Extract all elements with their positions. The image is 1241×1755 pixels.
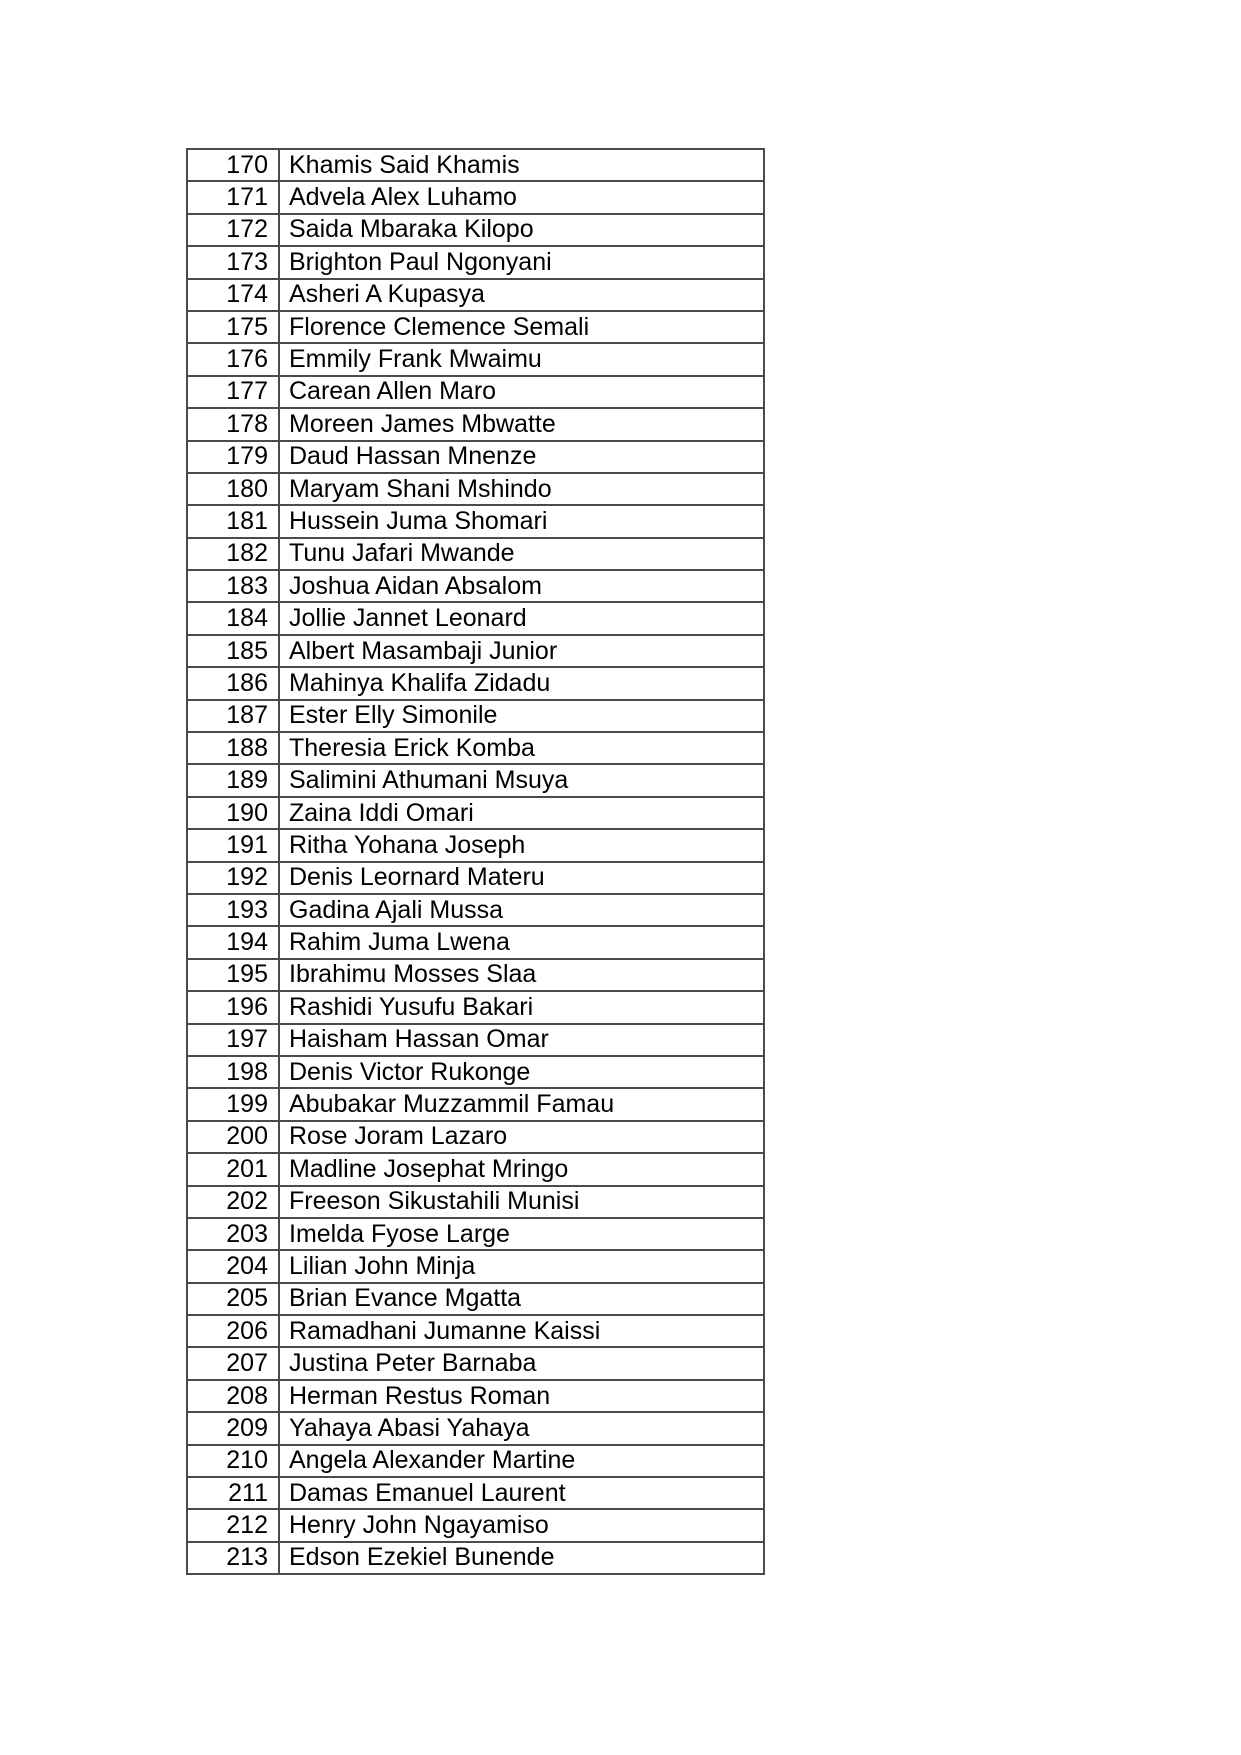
- row-number-cell: 197: [187, 1024, 279, 1056]
- row-number-cell: 204: [187, 1250, 279, 1282]
- row-number-cell: 177: [187, 376, 279, 408]
- row-number-cell: 202: [187, 1186, 279, 1218]
- table-row: [187, 700, 764, 732]
- row-number-cell: 180: [187, 473, 279, 505]
- person-name-cell: Khamis Said Khamis: [279, 149, 764, 181]
- person-name-cell: Florence Clemence Semali: [279, 311, 764, 343]
- row-number-cell: 206: [187, 1315, 279, 1347]
- table-row: [187, 311, 764, 343]
- row-number-cell: 171: [187, 181, 279, 213]
- person-name-cell: Yahaya Abasi Yahaya: [279, 1412, 764, 1444]
- person-name-cell: Ester Elly Simonile: [279, 700, 764, 732]
- row-number-cell: 189: [187, 764, 279, 796]
- table-row: [187, 635, 764, 667]
- table-row: [187, 1218, 764, 1250]
- person-name-cell: Rose Joram Lazaro: [279, 1121, 764, 1153]
- row-number-cell: 188: [187, 732, 279, 764]
- table-row: [187, 862, 764, 894]
- roster-table: [186, 148, 765, 1575]
- person-name-cell: Jollie Jannet Leonard: [279, 602, 764, 634]
- table-row: [187, 1445, 764, 1477]
- person-name-cell: Emmily Frank Mwaimu: [279, 343, 764, 375]
- table-row: [187, 732, 764, 764]
- table-row: [187, 1542, 764, 1574]
- row-number-cell: 190: [187, 797, 279, 829]
- person-name-cell: Hussein Juma Shomari: [279, 505, 764, 537]
- row-number-cell: 210: [187, 1445, 279, 1477]
- table-row: [187, 1347, 764, 1379]
- row-number-cell: 182: [187, 538, 279, 570]
- person-name-cell: Carean Allen Maro: [279, 376, 764, 408]
- table-row: [187, 376, 764, 408]
- row-number-cell: 207: [187, 1347, 279, 1379]
- person-name-cell: Brian Evance Mgatta: [279, 1283, 764, 1315]
- person-name-cell: Mahinya Khalifa Zidadu: [279, 667, 764, 699]
- table-row: [187, 1056, 764, 1088]
- table-row: [187, 181, 764, 213]
- person-name-cell: Ritha Yohana Joseph: [279, 829, 764, 861]
- table-row: [187, 538, 764, 570]
- person-name-cell: Ramadhani Jumanne Kaissi: [279, 1315, 764, 1347]
- table-row: [187, 473, 764, 505]
- row-number-cell: 172: [187, 214, 279, 246]
- person-name-cell: Asheri A Kupasya: [279, 279, 764, 311]
- row-number-cell: 184: [187, 602, 279, 634]
- table-row: [187, 1153, 764, 1185]
- person-name-cell: Brighton Paul Ngonyani: [279, 246, 764, 278]
- person-name-cell: Tunu Jafari Mwande: [279, 538, 764, 570]
- table-row: [187, 797, 764, 829]
- person-name-cell: Advela Alex Luhamo: [279, 181, 764, 213]
- person-name-cell: Abubakar Muzzammil Famau: [279, 1088, 764, 1120]
- person-name-cell: Henry John Ngayamiso: [279, 1509, 764, 1541]
- table-row: [187, 1283, 764, 1315]
- row-number-cell: 195: [187, 959, 279, 991]
- person-name-cell: Imelda Fyose Large: [279, 1218, 764, 1250]
- person-name-cell: Herman Restus Roman: [279, 1380, 764, 1412]
- row-number-cell: 175: [187, 311, 279, 343]
- person-name-cell: Moreen James Mbwatte: [279, 408, 764, 440]
- table-row: [187, 764, 764, 796]
- person-name-cell: Damas Emanuel Laurent: [279, 1477, 764, 1509]
- table-row: [187, 602, 764, 634]
- row-number-cell: 192: [187, 862, 279, 894]
- person-name-cell: Daud Hassan Mnenze: [279, 441, 764, 473]
- row-number-cell: 205: [187, 1283, 279, 1315]
- row-number-cell: 201: [187, 1153, 279, 1185]
- person-name-cell: Theresia Erick Komba: [279, 732, 764, 764]
- roster-table-body: [187, 149, 764, 1574]
- row-number-cell: 194: [187, 926, 279, 958]
- row-number-cell: 209: [187, 1412, 279, 1444]
- person-name-cell: Rahim Juma Lwena: [279, 926, 764, 958]
- row-number-cell: 199: [187, 1088, 279, 1120]
- row-number-cell: 203: [187, 1218, 279, 1250]
- person-name-cell: Joshua Aidan Absalom: [279, 570, 764, 602]
- row-number-cell: 181: [187, 505, 279, 537]
- person-name-cell: Madline Josephat Mringo: [279, 1153, 764, 1185]
- row-number-cell: 193: [187, 894, 279, 926]
- person-name-cell: Angela Alexander Martine: [279, 1445, 764, 1477]
- table-row: [187, 959, 764, 991]
- table-row: [187, 829, 764, 861]
- row-number-cell: 211: [187, 1477, 279, 1509]
- person-name-cell: Saida Mbaraka Kilopo: [279, 214, 764, 246]
- row-number-cell: 213: [187, 1542, 279, 1574]
- table-row: [187, 214, 764, 246]
- table-row: [187, 1250, 764, 1282]
- table-row: [187, 894, 764, 926]
- row-number-cell: 178: [187, 408, 279, 440]
- table-row: [187, 408, 764, 440]
- row-number-cell: 170: [187, 149, 279, 181]
- table-row: [187, 505, 764, 537]
- person-name-cell: Albert Masambaji Junior: [279, 635, 764, 667]
- table-row: [187, 441, 764, 473]
- row-number-cell: 191: [187, 829, 279, 861]
- row-number-cell: 212: [187, 1509, 279, 1541]
- row-number-cell: 185: [187, 635, 279, 667]
- person-name-cell: Ibrahimu Mosses Slaa: [279, 959, 764, 991]
- person-name-cell: Rashidi Yusufu Bakari: [279, 991, 764, 1023]
- person-name-cell: Lilian John Minja: [279, 1250, 764, 1282]
- person-name-cell: Haisham Hassan Omar: [279, 1024, 764, 1056]
- table-row: [187, 1121, 764, 1153]
- person-name-cell: Denis Leornard Materu: [279, 862, 764, 894]
- person-name-cell: Zaina Iddi Omari: [279, 797, 764, 829]
- person-name-cell: Denis Victor Rukonge: [279, 1056, 764, 1088]
- table-row: [187, 1412, 764, 1444]
- row-number-cell: 174: [187, 279, 279, 311]
- person-name-cell: Freeson Sikustahili Munisi: [279, 1186, 764, 1218]
- row-number-cell: 176: [187, 343, 279, 375]
- table-row: [187, 667, 764, 699]
- table-row: [187, 1315, 764, 1347]
- row-number-cell: 208: [187, 1380, 279, 1412]
- row-number-cell: 183: [187, 570, 279, 602]
- table-row: [187, 343, 764, 375]
- row-number-cell: 173: [187, 246, 279, 278]
- table-row: [187, 1477, 764, 1509]
- row-number-cell: 186: [187, 667, 279, 699]
- person-name-cell: Justina Peter Barnaba: [279, 1347, 764, 1379]
- row-number-cell: 198: [187, 1056, 279, 1088]
- table-row: [187, 149, 764, 181]
- table-row: [187, 1380, 764, 1412]
- row-number-cell: 179: [187, 441, 279, 473]
- table-row: [187, 926, 764, 958]
- person-name-cell: Gadina Ajali Mussa: [279, 894, 764, 926]
- table-row: [187, 246, 764, 278]
- row-number-cell: 200: [187, 1121, 279, 1153]
- table-row: [187, 1088, 764, 1120]
- table-row: [187, 570, 764, 602]
- row-number-cell: 196: [187, 991, 279, 1023]
- table-row: [187, 1024, 764, 1056]
- table-row: [187, 279, 764, 311]
- row-number-cell: 187: [187, 700, 279, 732]
- person-name-cell: Salimini Athumani Msuya: [279, 764, 764, 796]
- table-row: [187, 1186, 764, 1218]
- person-name-cell: Maryam Shani Mshindo: [279, 473, 764, 505]
- person-name-cell: Edson Ezekiel Bunende: [279, 1542, 764, 1574]
- table-row: [187, 991, 764, 1023]
- table-row: [187, 1509, 764, 1541]
